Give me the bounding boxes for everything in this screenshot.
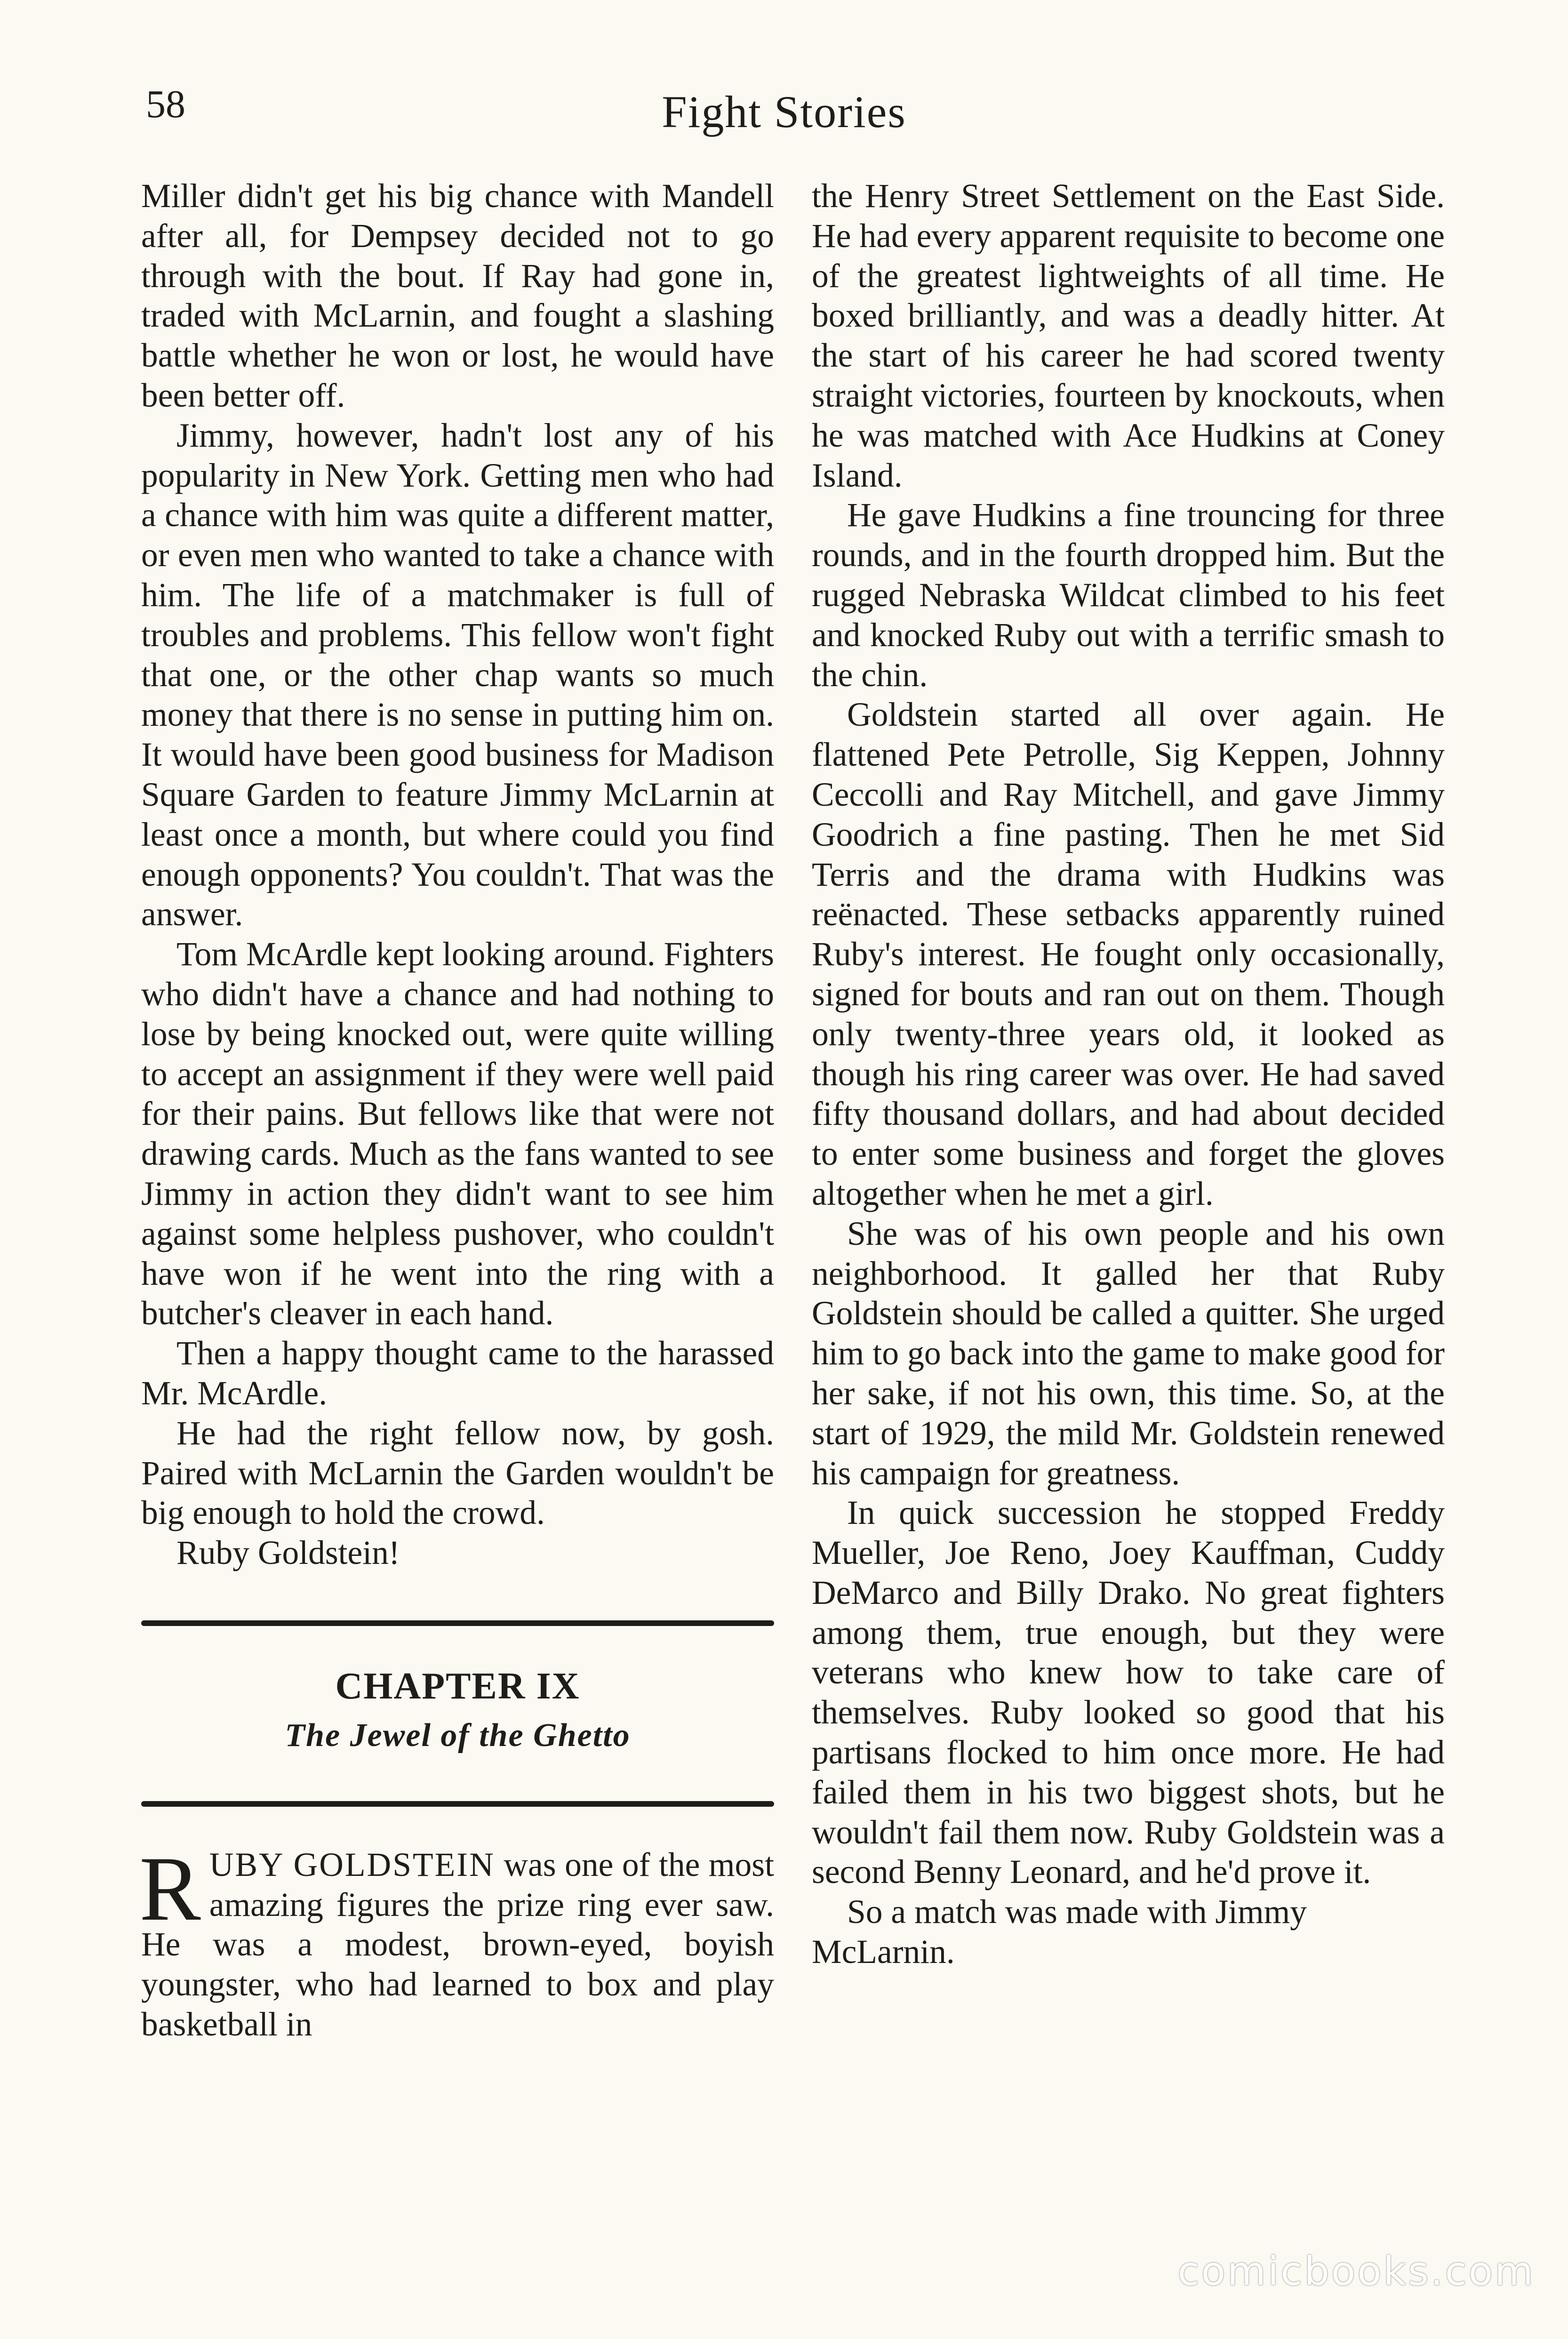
opening-small-caps: UBY GOLDSTEIN	[209, 1846, 495, 1883]
body-paragraph: Ruby Goldstein!	[176, 1534, 400, 1572]
body-paragraph: He gave Hudkins a fine trouncing for three rounds, and in the fourth dropped him. But the rugged Nebraska Wildcat climbed to his feet and knocked Ruby out with a terrific smash to the chin.	[812, 497, 1445, 694]
body-paragraph: In quick succession he stopped Freddy Mueller, Joe Reno, Joey Kauffman, Cuddy DeMarco and Billy Drako. No great fighters among them, true enough, but they were veterans who knew how to take care of themselves. Ruby looked so good that his partisans flocked to him once more. He had failed them in his two biggest shots, but he wouldn't fail them now. Ruby Goldstein was a second Benny Leonard, and he'd prove it.	[812, 1494, 1445, 1891]
chapter-rule-top	[141, 1620, 774, 1626]
right-column	[812, 176, 1445, 1972]
body-paragraph: Jimmy, however, hadn't lost any of his popularity in New York. Getting men who had a chance with him was quite a different matter, or even men who wanted to take a chance with him. The life of a matchmaker is full of troubles and problems. This fellow won't fight that one, or the other chap wants so much money that there is no sense in putting him on. It would have been good business for Madison Square Garden to feature Jimmy McLarnin at least once a month, but where could you find enough opponents? You couldn't. That was the answer.	[141, 417, 774, 933]
body-paragraph: She was of his own people and his own neighborhood. It galled her that Ruby Goldstein should be called a quitter. She urged him to go back into the game to make good for her sake, if not his own, this time. So, at the start of 1929, the mild Mr. Goldstein renewed his campaign for greatness.	[812, 1215, 1445, 1492]
body-paragraph: Then a happy thought came to the harassed Mr. McArdle.	[141, 1335, 774, 1412]
chapter-opening-paragraph	[139, 1837, 774, 2045]
body-paragraph: Miller didn't get his big chance with Mandell after all, for Dempsey decided not to go through with the bout. If Ray had gone in, traded with McLarnin, and fought a slashing battle whether he won or lost, he would have been better off.	[141, 177, 774, 414]
watermark: comicbooks.com	[1177, 2248, 1535, 2294]
chapter-title: CHAPTER IX	[335, 1665, 580, 1707]
drop-cap: R	[139, 1837, 201, 1940]
left-column	[141, 176, 774, 2045]
body-paragraph: Tom McArdle kept looking around. Fighters who didn't have a chance and had nothing to lose by being knocked out, were quite willing to accept an assignment if they were well paid for their pains. But fellows like that were not drawing cards. Much as the fans wanted to see Jimmy in action they didn't want to see him against some helpless pushover, who couldn't have won if he went into the ring with a butcher's cleaver in each hand.	[141, 936, 774, 1332]
body-paragraph: Goldstein started all over again. He flattened Pete Petrolle, Sig Keppen, Johnny Ceccolli and Ray Mitchell, and gave Jimmy Goodrich a fine pasting. Then he met Sid Terris and the drama with Hudkins was reënacted. These setbacks apparently ruined Ruby's interest. He fought only occasionally, signed for bouts and ran out on them. Though only twenty-three years old, it looked as though his ring career was over. He had saved fifty thousand dollars, and had about decided to enter some business and forget the gloves altogether when he met a girl.	[812, 696, 1445, 1212]
body-paragraph: the Henry Street Settlement on the East Side. He had every apparent requisite to become one of the greatest lightweights of all time. He boxed brilliantly, and was a deadly hitter. At the start of his career he had scored twenty straight victories, fourteen by knockouts, when he was matched with Ace Hudkins at Coney Island.	[812, 177, 1445, 494]
chapter-rule-bottom	[141, 1801, 774, 1807]
opening-text: was one of the most amazing figures the prize ring ever saw. He was a modest, brown-eyed, boyish youngster, who had learned to box and play basketball in	[141, 1846, 774, 2043]
body-paragraph: He had the right fellow now, by gosh. Paired with McLarnin the Garden wouldn't be big enough to hold the crowd.	[141, 1414, 774, 1532]
page-number: 58	[146, 82, 185, 126]
running-title: Fight Stories	[662, 87, 906, 137]
body-paragraph: So a match was made with Jimmy McLarnin.	[812, 1893, 1307, 1971]
chapter-subtitle: The Jewel of the Ghetto	[285, 1717, 631, 1754]
